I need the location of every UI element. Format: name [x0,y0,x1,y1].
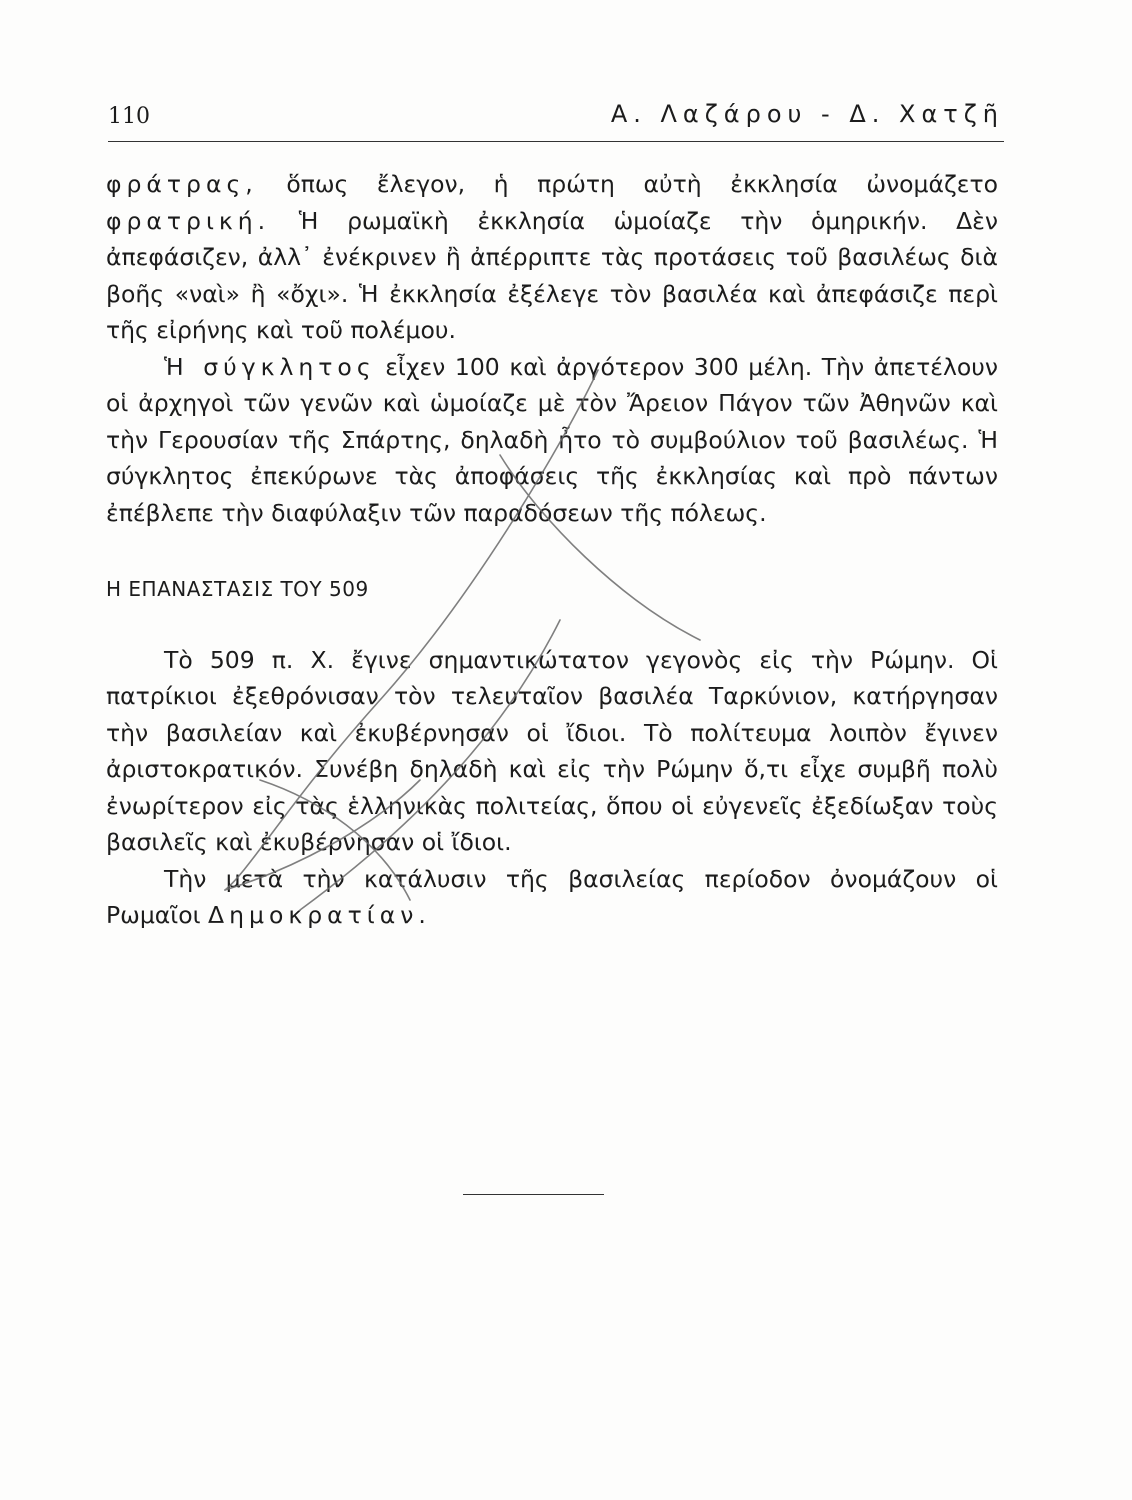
running-header [108,100,1004,140]
paragraph-3: Τὸ 509 π. Χ. ἔγινε σημαντικώτατον γεγονὸς εἰς τὴν Ρώμην. Οἱ πατρίκιοι ἐξεθρόνισαν τὸν τελευταῖον βασιλέα Ταρκύνιον, κατήργησαν τὴν βασιλείαν καὶ ἐκυβέρνησαν οἱ ἴδιοι. Τὸ πολίτευμα λοιπὸν ἔγινεν ἀριστοκρατικόν. Συνέβη δηλαδὴ καὶ εἰς τὴν Ρώμην ὅ,τι εἶχε συμβῆ πολὺ ἐνωρίτερον εἰς τὰς ἑλληνικὰς πολιτείας, ὅπου οἱ εὐγενεῖς ἐξεδίωξαν τοὺς βασιλεῖς καὶ ἐκυβέρνησαν οἱ ἴδιοι. [106,645,998,856]
paragraph-2 [106,349,998,532]
term-fratras: φράτρας, [106,170,258,198]
paragraph-4-text: Τὴν μετὰ τὴν κατάλυσιν τῆς βασιλείας περίοδον ὀνομάζουν οἱ Ρωμαῖοι [106,864,998,929]
section-heading: Η ΕΠΑΝΑΣΤΑΣΙΣ ΤΟΥ 509 [106,577,369,601]
end-rule [463,1194,604,1195]
paragraph-4 [106,861,998,934]
paragraph-1-text-a: ὅπως ἔλεγον, ἡ πρώτη αὐτὴ ἐκκλησία ὠνομάζετο [257,170,998,198]
paragraph-1 [106,166,998,349]
body-text [106,166,998,934]
term-synklitos: Ἡ σύγκλητος [164,352,376,381]
term-dimokratia: Δημοκρατίαν. [208,901,431,929]
header-rule [108,141,1004,142]
page-number: 110 [108,104,150,129]
term-fratriki: φρατρική. [106,206,271,235]
paragraph-2-text: εἶχεν 100 καὶ ἀργότερον 300 μέλη. Τὴν ἀπετέλουν οἱ ἀρχηγοὶ τῶν γενῶν καὶ ὡμοίαζε μὲ τὸν Ἄρειον Πάγον τῶν Ἀθηνῶν καὶ τὴν Γερουσίαν τῆς Σπάρτης, δηλαδὴ ἦτο τὸ συμβούλιον τοῦ βασιλέως. Ἡ σύγκλητος ἐπεκύρωνε τὰς ἀποφάσεις τῆς ἐκκλησίας καὶ πρὸ πάντων ἐπέβλεπε τὴν διαφύλαξιν τῶν παραδόσεων τῆς πόλεως. [106,352,998,527]
paragraph-1-text-b: Ἡ ρωμαϊκὴ ἐκκλησία ὡμοίαζε τὴν ὁμηρικήν. Δὲν ἀπεφάσιζεν, ἀλλ᾽ ἐνέκρινεν ἢ ἀπέρριπτε τὰς προτάσεις τοῦ βασιλέως διὰ βοῆς «ναὶ» ἢ «ὄχι». Ἡ ἐκκλησία ἐξέλεγε τὸν βασιλέα καὶ ἀπεφάσιζε περὶ τῆς εἰρήνης καὶ τοῦ πολέμου. [106,206,998,344]
author-line: Α. Λαζάρου - Δ. Χατζῆ [610,100,1004,128]
